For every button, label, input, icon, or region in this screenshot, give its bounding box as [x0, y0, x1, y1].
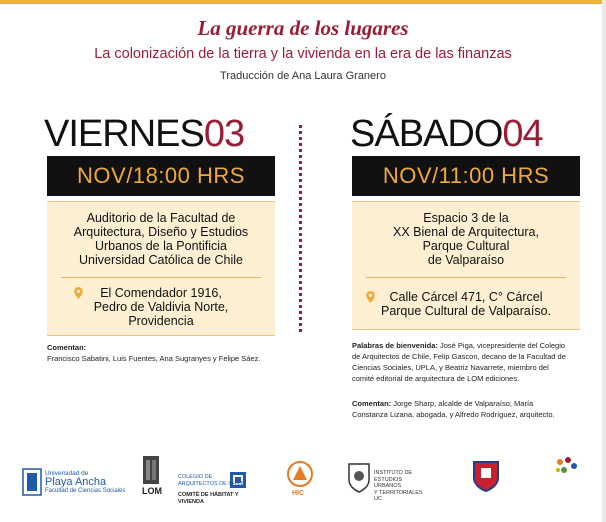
right-venue-box [352, 201, 580, 330]
upla-faculty: Facultad de Ciencias Sociales [45, 488, 126, 494]
colegio-text [178, 474, 245, 487]
right-venue-divider [366, 277, 566, 278]
right-address-line: Parque Cultural de Valparaíso. [380, 304, 551, 318]
hic-emblem-icon [285, 460, 315, 488]
right-day-name: SÁBADO [350, 113, 503, 155]
column-divider [299, 125, 302, 335]
upla-text [45, 470, 125, 494]
left-time-bar: NOV/18:00 HRS [47, 156, 275, 196]
left-venue-line: Universidad Católica de Chile [79, 253, 243, 267]
translator-credit: Traducción de Ana Laura Granero [220, 70, 386, 82]
colegio-logo [178, 452, 250, 507]
left-comments [47, 342, 262, 364]
left-address-line: Pedro de Valdivia Norte, [93, 300, 229, 314]
left-address-line: Providencia [128, 314, 194, 328]
right-welcome-label: Palabras de bienvenida: [352, 341, 438, 350]
left-comments-label: Comentan: [47, 343, 87, 352]
network-logo [536, 452, 596, 507]
lom-text: LOM [142, 486, 162, 496]
right-comments-text: Jorge Sharp, alcalde de Valparaíso; María Constanza Lizana, abogada, y Alfredo Rodríguez, arquitecto. [352, 399, 555, 419]
book-title: La guerra de los lugares [197, 16, 409, 40]
book-subtitle: La colonización de la tierra y la vivienda en la era de las finanzas [94, 46, 512, 62]
colegio-line: COLEGIO DE [178, 474, 213, 480]
upla-logo [22, 452, 132, 507]
right-venue-line: de Valparaíso [427, 253, 505, 267]
left-address-line: El Comendador 1916, [100, 286, 222, 300]
right-day-number: 04 [502, 113, 543, 155]
right-venue-line: XX Bienal de Arquitectura, [393, 225, 539, 239]
right-address [352, 290, 580, 318]
hic-text: HIC [292, 490, 305, 497]
left-venue [47, 211, 275, 267]
left-day-number: 03 [203, 113, 245, 155]
ieut-line: Y TERRITORIALES UC [374, 489, 423, 502]
ieut-text [374, 470, 427, 503]
left-venue-line: Auditorio de la Facultad de [86, 211, 236, 225]
network-icon [554, 456, 578, 476]
location-pin-icon [366, 291, 375, 303]
left-venue-divider [61, 277, 261, 278]
left-day-name: VIERNES [44, 113, 204, 155]
hic-logo [283, 452, 319, 507]
right-time-bar: NOV/11:00 HRS [352, 156, 580, 196]
upla-line: Universidad de [45, 470, 89, 477]
right-comments [352, 398, 567, 420]
left-venue-line: Urbanos de la Pontificia [94, 239, 228, 253]
uc-shield-icon [347, 462, 371, 494]
ieut-logo [347, 452, 427, 507]
left-day-heading [44, 112, 244, 156]
ieut-line: ESTUDIOS URBANOS [374, 476, 403, 489]
right-address-line: Calle Cárcel 471, C° Cárcel [389, 290, 543, 304]
left-venue-box [47, 201, 275, 336]
upla-emblem-icon [22, 468, 42, 496]
right-venue-line: Espacio 3 de la [423, 211, 509, 225]
ieut-line: INSTITUTO DE [374, 470, 413, 476]
right-comments-label: Comentan: [352, 399, 392, 408]
right-welcome-text: José Piga, vicepresidente del Colegio de Arquitectos de Chile, Felip Gascon, decano de la Facultad de Ciencias Sociales, UPLA, y Beatriz Navarrete, miembro del comité editorial de arquitectura de LOM ediciones. [352, 341, 566, 383]
lom-logo [141, 452, 163, 507]
right-day-heading [350, 112, 543, 156]
left-address [47, 286, 275, 328]
upla-name: Playa Ancha [45, 476, 107, 488]
left-comments-text: Francisco Sabatini, Luis Fuentes, Ana Sugranyes y Felipe Sáez. [47, 354, 261, 363]
colegio-line: ARQUITECTOS DE CHILE [178, 480, 245, 487]
right-welcome [352, 340, 567, 384]
shield-logo [458, 452, 514, 507]
right-venue [352, 211, 580, 267]
crest-icon [472, 460, 500, 492]
colegio-committee: COMITÉ DE HÁBITAT Y VIVIENDA [178, 492, 239, 505]
location-pin-icon [74, 287, 83, 299]
top-accent-bar [0, 0, 606, 4]
left-venue-line: Arquitectura, Diseño y Estudios [73, 225, 249, 239]
right-venue-line: Parque Cultural [422, 239, 510, 253]
